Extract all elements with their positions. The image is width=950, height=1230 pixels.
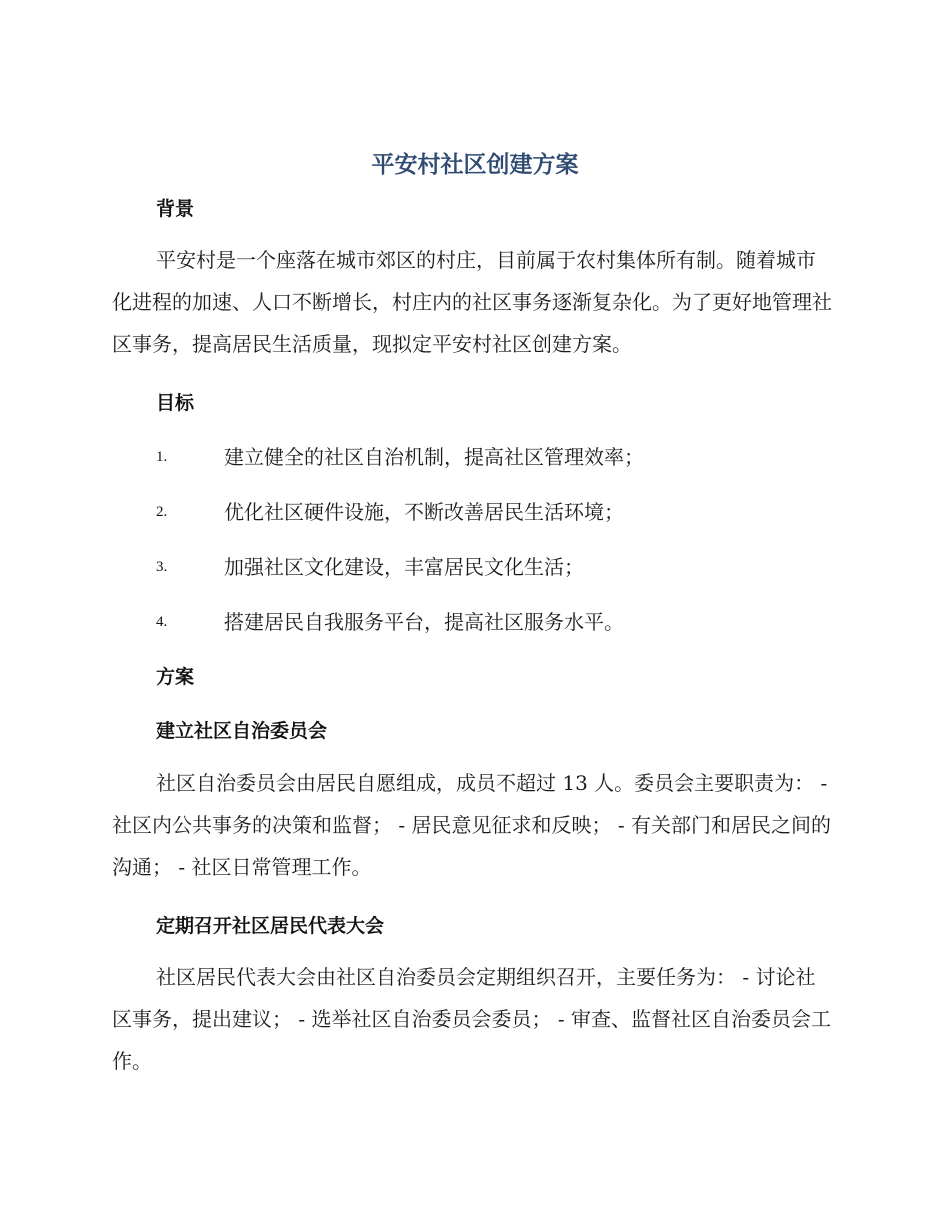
goal-list-item <box>156 606 836 636</box>
list-number: 4. <box>156 614 168 630</box>
goal-list-item <box>156 496 836 526</box>
subsection-heading-committee: 建立社区自治委员会 <box>156 720 328 742</box>
section-heading-goals: 目标 <box>156 392 195 414</box>
list-text: 加强社区文化建设，丰富居民文化生活； <box>224 555 584 579</box>
goal-list-item <box>156 551 836 581</box>
page-title: 平安村社区创建方案 <box>371 152 579 178</box>
list-text: 建立健全的社区自治机制，提高社区管理效率； <box>224 445 644 469</box>
section-heading-background: 背景 <box>156 198 195 220</box>
congress-paragraph: 社区居民代表大会由社区自治委员会定期组织召开，主要任务为： - 讨论社区事务，提出建议； - 选举社区自治委员会委员； - 审查、监督社区自治委员会工作。 <box>112 965 831 1073</box>
goal-list-item <box>156 441 836 471</box>
background-paragraph: 平安村是一个座落在城市郊区的村庄，目前属于农村集体所有制。随着城市化进程的加速、人口不断增长，村庄内的社区事务逐渐复杂化。为了更好地管理社区事务，提高居民生活质量，现拟定平安村社区创建方案。 <box>112 248 832 356</box>
section-heading-plan: 方案 <box>156 666 195 688</box>
list-number: 1. <box>156 449 168 465</box>
list-number: 2. <box>156 504 168 520</box>
list-text: 搭建居民自我服务平台，提高社区服务水平。 <box>224 610 624 634</box>
list-text: 优化社区硬件设施，不断改善居民生活环境； <box>224 500 624 524</box>
list-number: 3. <box>156 559 168 575</box>
committee-paragraph: 社区自治委员会由居民自愿组成，成员不超过 13 人。委员会主要职责为： - 社区内公共事务的决策和监督； - 居民意见征求和反映； - 有关部门和居民之间的沟通； - 社区日常管理工作。 <box>112 771 831 879</box>
subsection-heading-congress: 定期召开社区居民代表大会 <box>156 915 385 937</box>
